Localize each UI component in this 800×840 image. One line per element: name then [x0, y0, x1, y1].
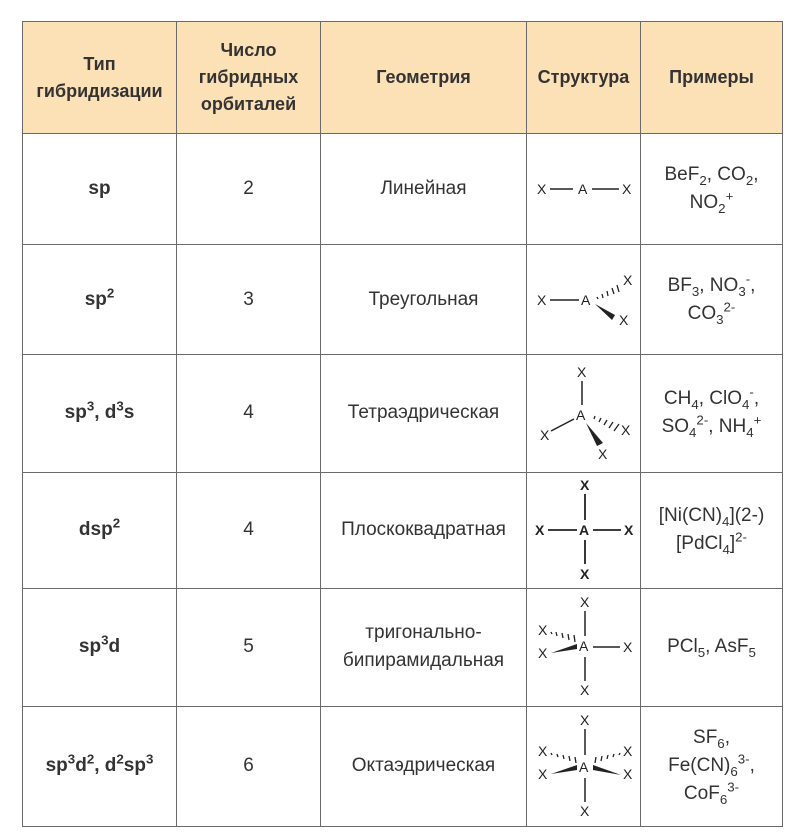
svg-text:X: X — [623, 271, 633, 288]
svg-text:X: X — [537, 181, 547, 198]
svg-text:X: X — [621, 422, 631, 439]
svg-text:A: A — [579, 522, 590, 539]
svg-text:X: X — [580, 566, 590, 583]
table-row — [23, 355, 783, 472]
svg-text:X: X — [537, 291, 547, 308]
svg-text:X: X — [538, 766, 548, 783]
header-count — [177, 22, 321, 134]
table-row — [23, 472, 783, 588]
table-row — [23, 134, 783, 244]
header-count-text: Число гибридных орбиталей — [198, 40, 299, 115]
cell-geometry: Треугольная — [321, 244, 527, 354]
svg-text:A: A — [578, 181, 588, 198]
geometry-cell: тригонально- бипирамидальная — [321, 589, 527, 706]
type-text: sp — [88, 178, 111, 200]
svg-text:A: A — [581, 291, 591, 308]
header-geometry — [321, 22, 527, 134]
cell-type: $sp^3$, $d^3s$ — [23, 355, 177, 472]
cell-count: 3 — [177, 244, 321, 354]
svg-text:X: X — [580, 478, 590, 494]
trigonal-structure-diagram — [531, 265, 641, 335]
cell-count: 6 — [177, 706, 321, 826]
cell-geometry: Тетраэдрическая — [321, 355, 527, 472]
svg-text:X: X — [619, 311, 629, 328]
cell-type: $sp^2$ — [23, 244, 177, 354]
svg-text:X: X — [580, 803, 590, 820]
svg-text:X: X — [538, 645, 548, 662]
cell-examples: $SF_6$, $Fe(CN)_6^{3-}$, CoF$_6^{3-}$ — [641, 706, 783, 826]
cell-count: 4 — [177, 472, 321, 588]
cell-type — [23, 134, 177, 244]
svg-text:X: X — [598, 446, 608, 463]
svg-text:X: X — [540, 427, 550, 444]
svg-text:X: X — [580, 713, 590, 729]
cell-examples: $BF_3$, $NO_3^-$, $CO_3^{2-}$ — [641, 244, 783, 354]
svg-text:X: X — [624, 522, 634, 539]
header-structure — [527, 22, 641, 134]
header-examples — [641, 22, 783, 134]
cell-type: $sp^3d$ — [23, 589, 177, 706]
cell-type: $sp^3d^2$, $d^2sp^3$ — [23, 706, 177, 826]
svg-text:X: X — [580, 682, 590, 699]
header-type — [23, 22, 177, 134]
cell-structure — [527, 244, 641, 354]
header-row — [23, 22, 783, 134]
octahedral-structure-diagram — [531, 713, 641, 819]
svg-text:A: A — [579, 638, 589, 655]
linear-structure-diagram — [531, 164, 641, 214]
cell-structure — [527, 706, 641, 826]
cell-structure — [527, 589, 641, 706]
cell-examples: PCl$_5$, AsF$_5$ — [641, 589, 783, 706]
svg-text:X: X — [538, 743, 548, 760]
svg-text:X: X — [577, 364, 587, 381]
svg-text:X: X — [622, 181, 632, 198]
cell-geometry: Октаэдрическая — [321, 706, 527, 826]
table-row — [23, 244, 783, 354]
cell-examples: $[Ni(CN)_4](2-)$ [PdCl$_4$]$^{2-}$ — [641, 472, 783, 588]
hybridization-table — [22, 21, 783, 827]
svg-text:X: X — [580, 595, 590, 611]
svg-text:X: X — [535, 522, 545, 539]
cell-examples: $CH_4$, ClO$_4$-, $SO_4^{2-}$, $NH_4^+$ — [641, 355, 783, 472]
header-geometry-text: Геометрия — [376, 67, 471, 88]
cell-count: 5 — [177, 589, 321, 706]
cell-structure — [527, 472, 641, 588]
cell-structure — [527, 134, 641, 244]
cell-examples: BeF$_2$, $CO_2$, $NO_2^+$ — [641, 134, 783, 244]
table-row — [23, 706, 783, 826]
table-row — [23, 589, 783, 706]
header-examples-text: Примеры — [669, 67, 754, 88]
trigonal-bipyramidal-structure-diagram — [531, 595, 641, 699]
svg-text:A: A — [576, 407, 586, 424]
header-type-text: Тип гибридизации — [36, 53, 163, 101]
svg-text:X: X — [623, 639, 633, 656]
cell-geometry: Линейная — [321, 134, 527, 244]
square-planar-structure-diagram — [531, 478, 641, 582]
cell-count: 2 — [177, 134, 321, 244]
cell-geometry: Плоскоквадратная — [321, 472, 527, 588]
cell-count: 4 — [177, 355, 321, 472]
tetrahedral-structure-diagram — [531, 363, 641, 463]
svg-text:A: A — [579, 759, 589, 776]
header-structure-text: Структура — [537, 67, 630, 88]
svg-text:X: X — [538, 622, 548, 639]
svg-text:X: X — [623, 743, 633, 760]
svg-text:X: X — [623, 766, 633, 783]
cell-structure — [527, 355, 641, 472]
cell-type: dsp$^2$ — [23, 472, 177, 588]
